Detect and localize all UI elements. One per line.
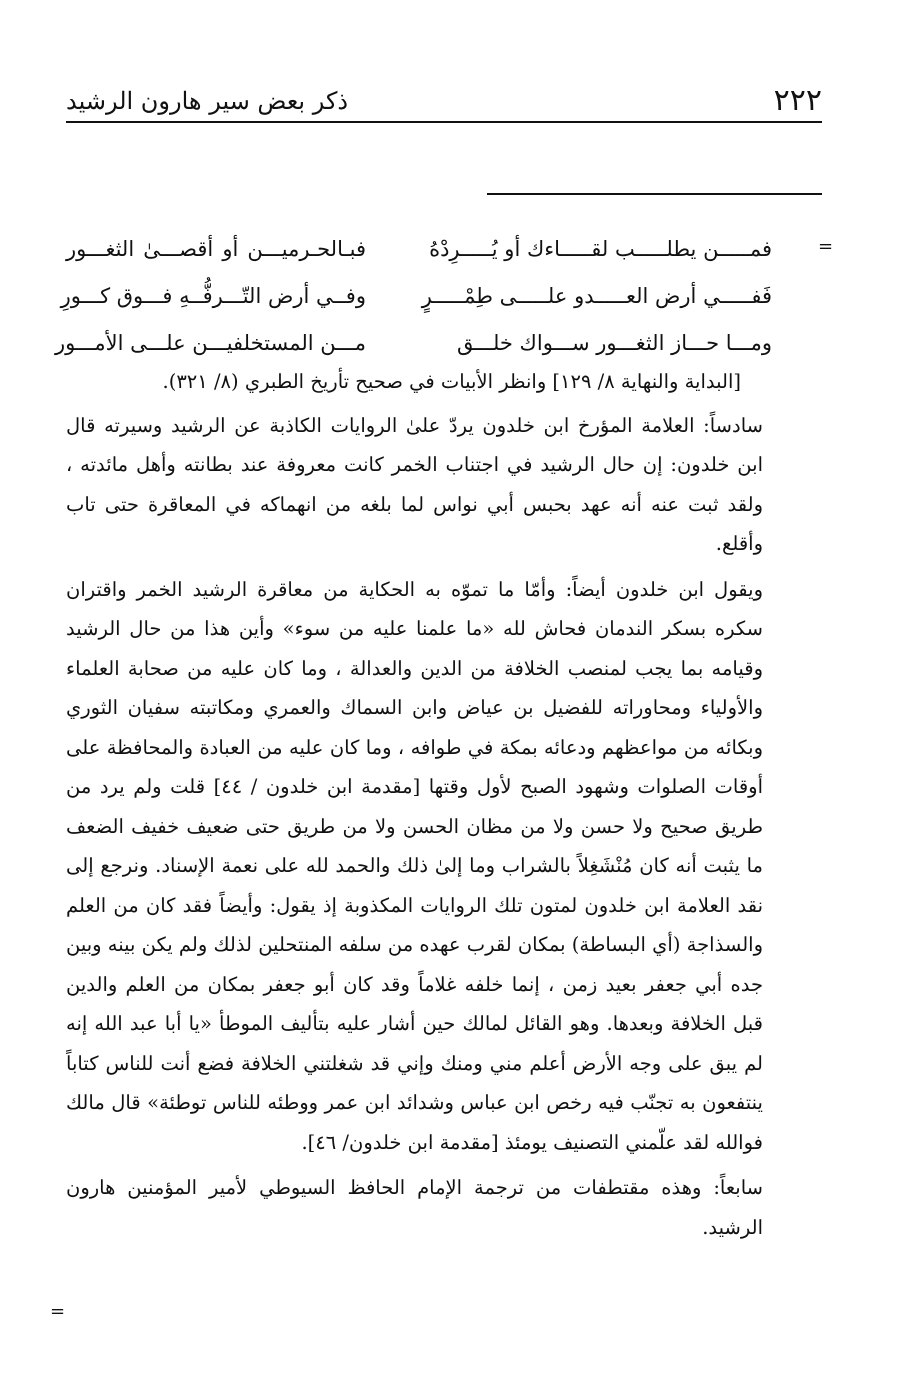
body-text [66,362,763,1247]
header-rule [66,121,822,123]
poem-verse [66,225,772,272]
paragraph-sixth-point: سادساً: العلامة المؤرخ ابن خلدون يردّ علىٰ الروايات الكاذبة عن الرشيد وسيرته قال ابن خلدون: إن حال الرشيد في اجتناب الخمر كانت معروفة عند بطانته وأهل مائدته ، ولقد ثبت عنه أنه عهد بحبس أبي نواس لما بلغه من انهماكه في المعاقرة حتى تاب وأقلع. [66,413,763,555]
poem [54,225,772,366]
verse-first-hemistich: فمـــــن يطلـــــب لقـــــاءك أو يُـــــرِدْهُ [429,236,772,261]
page-header [66,78,822,118]
verse-second-hemistich: وفــي أرض التّـــرفُّــهِ فـــوق كـــورِ [60,283,366,308]
verse-second-hemistich: مـــن المستخلفيـــن علـــى الأمـــور [54,330,366,355]
paragraph-ibn-khaldun-quote: ويقول ابن خلدون أيضاً: وأمّا ما تموّه به الحكاية من معاقرة الرشيد الخمر واقتران سكره بسكر الندمان فحاش لله «ما علمنا عليه من سوء» وأين هذا من حال الرشيد وقيامه بما يجب لمنصب الخلافة من الدين والعدالة ، وما كان عليه من صحابة العلماء والأولياء ومحاوراته للفضيل بن عياض وابن السماك والعمري ومكاتبته سفيان الثوري وبكائه من مواعظهم ودعائه بمكة في طوافه ، وما كان عليه من العبادة والمحافظة على أوقات الصلوات وشهود الصبح لأول وقتها [مقدمة ابن خلدون / ٤٤] قلت ولم يرد من طريق صحيح ولا حسن ولا من مظان الحسن ولا من طريق حتى ضعيف خفيف الضعف ما يثبت أنه كان مُنْشَغِلاً بالشراب وما إلىٰ ذلك والحمد لله على نعمة الإسناد. ونرجع إلى نقد العلامة ابن خلدون لمتون تلك الروايات المكذوبة إذ يقول: وأيضاً فقد كان من العلم والسذاجة (أي البساطة) بمكان لقرب عهده من سلفه المنتحلين لذلك ولم يكن بينه وبين جده أبي جعفر بعيد زمن ، إنما خلفه غلاماً وقد كان أبو جعفر بمكان من العلم والدين قبل الخلافة وبعدها. وهو القائل لمالك حين أشار عليه بتأليف الموطأ «يا أبا عبد الله إنه لم يبق على وجه الأرض أعلم مني ومنك وإني قد شغلتني الخلافة فضع أنت للناس كتاباً ينتفعون به تجنّب فيه رخص ابن عباس وشدائد ابن عمر ووطئه للناس توطئة» قال مالك فوالله لقد علّمني التصنيف يومئذ [مقدمة ابن خلدون/ ٤٦]. [66,577,763,1154]
poem-verse [54,319,772,366]
page-number: ٢٢٢ [773,83,822,118]
continuation-mark-top: = [818,236,834,257]
verse-second-hemistich: فبـالحـرميـــن أو أقصـــىٰ الثغـــور [66,236,366,261]
footnote-separator-rule [487,193,822,195]
running-title: ذكر بعض سير هارون الرشيد [66,87,349,115]
verse-first-hemistich: ومـــا حـــاز الثغـــور ســـواك خلـــق [456,330,772,355]
continuation-mark-bottom: = [50,1301,66,1322]
poem-verse [60,272,772,319]
paragraph-seventh-point: سابعاً: وهذه مقتطفات من ترجمة الإمام الحافظ السيوطي لأمير المؤمنين هارون الرشيد. [66,1176,763,1239]
source-reference: [البداية والنهاية ٨/ ١٢٩] وانظر الأبيات في صحيح تأريخ الطبري (٨/ ٣٢١). [162,370,741,393]
verse-first-hemistich: فَفـــــي أرض العـــــدو علـــــى طِمْـــــرٍ [421,283,772,308]
